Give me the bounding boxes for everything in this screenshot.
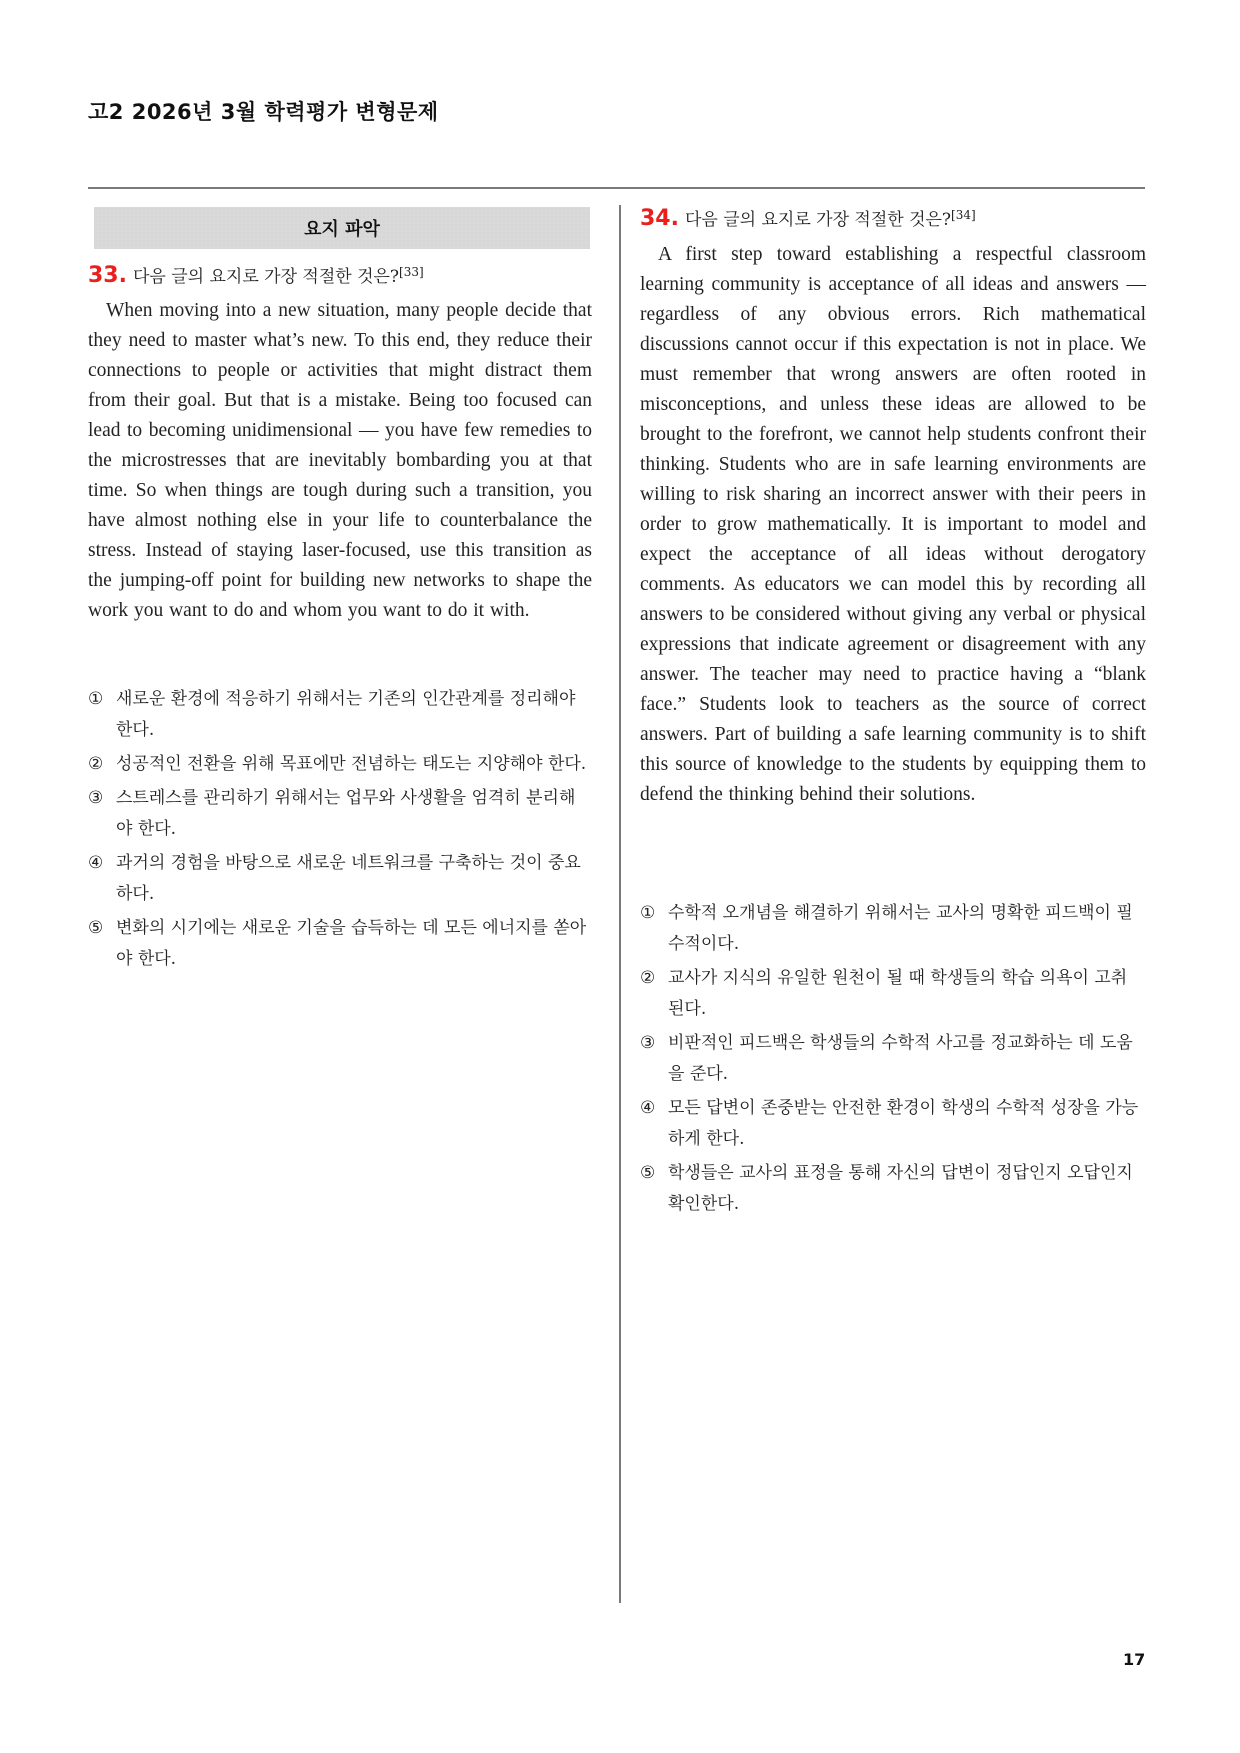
section-heading: 요지 파악 bbox=[304, 219, 380, 240]
option-text: 과거의 경험을 바탕으로 새로운 네트워크를 구축하는 것이 중요하다. bbox=[116, 853, 581, 904]
answer-option-4[interactable] bbox=[640, 1093, 1140, 1155]
answer-option-2[interactable] bbox=[88, 749, 588, 780]
option-text: 학생들은 교사의 표정을 통해 자신의 답변이 정답인지 오답인지 확인한다. bbox=[668, 1163, 1133, 1214]
option-number: ③ bbox=[640, 1033, 656, 1053]
answer-option-3[interactable] bbox=[88, 783, 588, 845]
passage-text: A first step toward establishing a respectful classroom learning community is acceptance of all ideas and answers — regardless of any obvious errors. Rich mathematical discussions cannot occur if this expectation is not in place. We must remember that wrong answers are often rooted in misconceptions, and unless these ideas are allowed to be brought to the forefront, we cannot help students confront their thinking. Students who are in safe learning environments are willing to risk sharing an incorrect answer with their peers in order to grow mathematically. It is important to model and expect the acceptance of all ideas without derogatory comments. As educators we can model this by recording all answers to be considered without giving any verbal or physical expressions that indicate agreement or disagreement with any answer. The teacher may need to practice having a “blank face.” Students look to teachers as the source of correct answers. Part of building a safe learning community is to shift this source of knowledge to the students by equipping them to defend the thinking behind their solutions. bbox=[640, 244, 1146, 805]
question-ref: [33] bbox=[399, 265, 424, 279]
answer-option-2[interactable] bbox=[640, 963, 1140, 1025]
option-text: 교사가 지식의 유일한 원천이 될 때 학생들의 학습 의욕이 고취된다. bbox=[668, 968, 1128, 1019]
option-number: ④ bbox=[88, 853, 104, 873]
option-number: ② bbox=[640, 968, 656, 988]
answer-option-1[interactable] bbox=[88, 684, 588, 746]
answer-option-5[interactable] bbox=[640, 1158, 1140, 1220]
question-34-prompt bbox=[640, 205, 976, 231]
header-divider bbox=[88, 187, 1145, 189]
column-divider bbox=[619, 205, 621, 1603]
answer-option-1[interactable] bbox=[640, 898, 1140, 960]
question-33-options bbox=[88, 684, 588, 978]
option-number: ① bbox=[640, 903, 656, 923]
option-text: 수학적 오개념을 해결하기 위해서는 교사의 명확한 피드백이 필수적이다. bbox=[668, 903, 1133, 954]
option-number: ④ bbox=[640, 1098, 656, 1118]
option-text: 새로운 환경에 적응하기 위해서는 기존의 인간관계를 정리해야 한다. bbox=[116, 689, 576, 740]
option-text: 모든 답변이 존중받는 안전한 환경이 학생의 수학적 성장을 가능하게 한다. bbox=[668, 1098, 1139, 1149]
question-33-passage bbox=[88, 296, 592, 626]
question-number: 34. bbox=[640, 206, 679, 231]
answer-option-4[interactable] bbox=[88, 848, 588, 910]
question-33-prompt bbox=[88, 262, 424, 288]
page-header-title: 고2 2026년 3월 학력평가 변형문제 bbox=[88, 100, 439, 124]
question-text: 다음 글의 요지로 가장 적절한 것은? bbox=[684, 210, 952, 230]
option-text: 성공적인 전환을 위해 목표에만 전념하는 태도는 지양해야 한다. bbox=[116, 754, 587, 774]
passage-text: When moving into a new situation, many people decide that they need to master what’s new. To this end, they reduce their connections to people or activities that might distract them from their goal. But that is a mistake. Being too focused can lead to becoming unidimensional — you have few remedies to the microstresses that are inevitably bombarding you at that time. So when things are tough during such a transition, you have almost nothing else in your life to counterbalance the stress. Instead of staying laser-focused, use this transition as the jumping-off point for building new networks to shape the work you want to do and whom you want to do it with. bbox=[88, 300, 592, 621]
option-text: 스트레스를 관리하기 위해서는 업무와 사생활을 엄격히 분리해야 한다. bbox=[116, 788, 576, 839]
question-34-options bbox=[640, 898, 1140, 1223]
option-number: ⑤ bbox=[88, 918, 104, 938]
option-number: ③ bbox=[88, 788, 104, 808]
answer-option-3[interactable] bbox=[640, 1028, 1140, 1090]
question-number: 33. bbox=[88, 263, 127, 288]
question-ref: [34] bbox=[951, 208, 976, 222]
option-number: ⑤ bbox=[640, 1163, 656, 1183]
option-number: ① bbox=[88, 689, 104, 709]
question-text: 다음 글의 요지로 가장 적절한 것은? bbox=[132, 267, 400, 287]
option-text: 비판적인 피드백은 학생들의 수학적 사고를 정교화하는 데 도움을 준다. bbox=[668, 1033, 1133, 1084]
option-number: ② bbox=[88, 754, 104, 774]
answer-option-5[interactable] bbox=[88, 913, 588, 975]
option-text: 변화의 시기에는 새로운 기술을 습득하는 데 모든 에너지를 쏟아야 한다. bbox=[116, 918, 587, 969]
page-number: 17 bbox=[1123, 1650, 1146, 1669]
section-heading-bar bbox=[94, 207, 590, 249]
question-34-passage bbox=[640, 240, 1146, 810]
